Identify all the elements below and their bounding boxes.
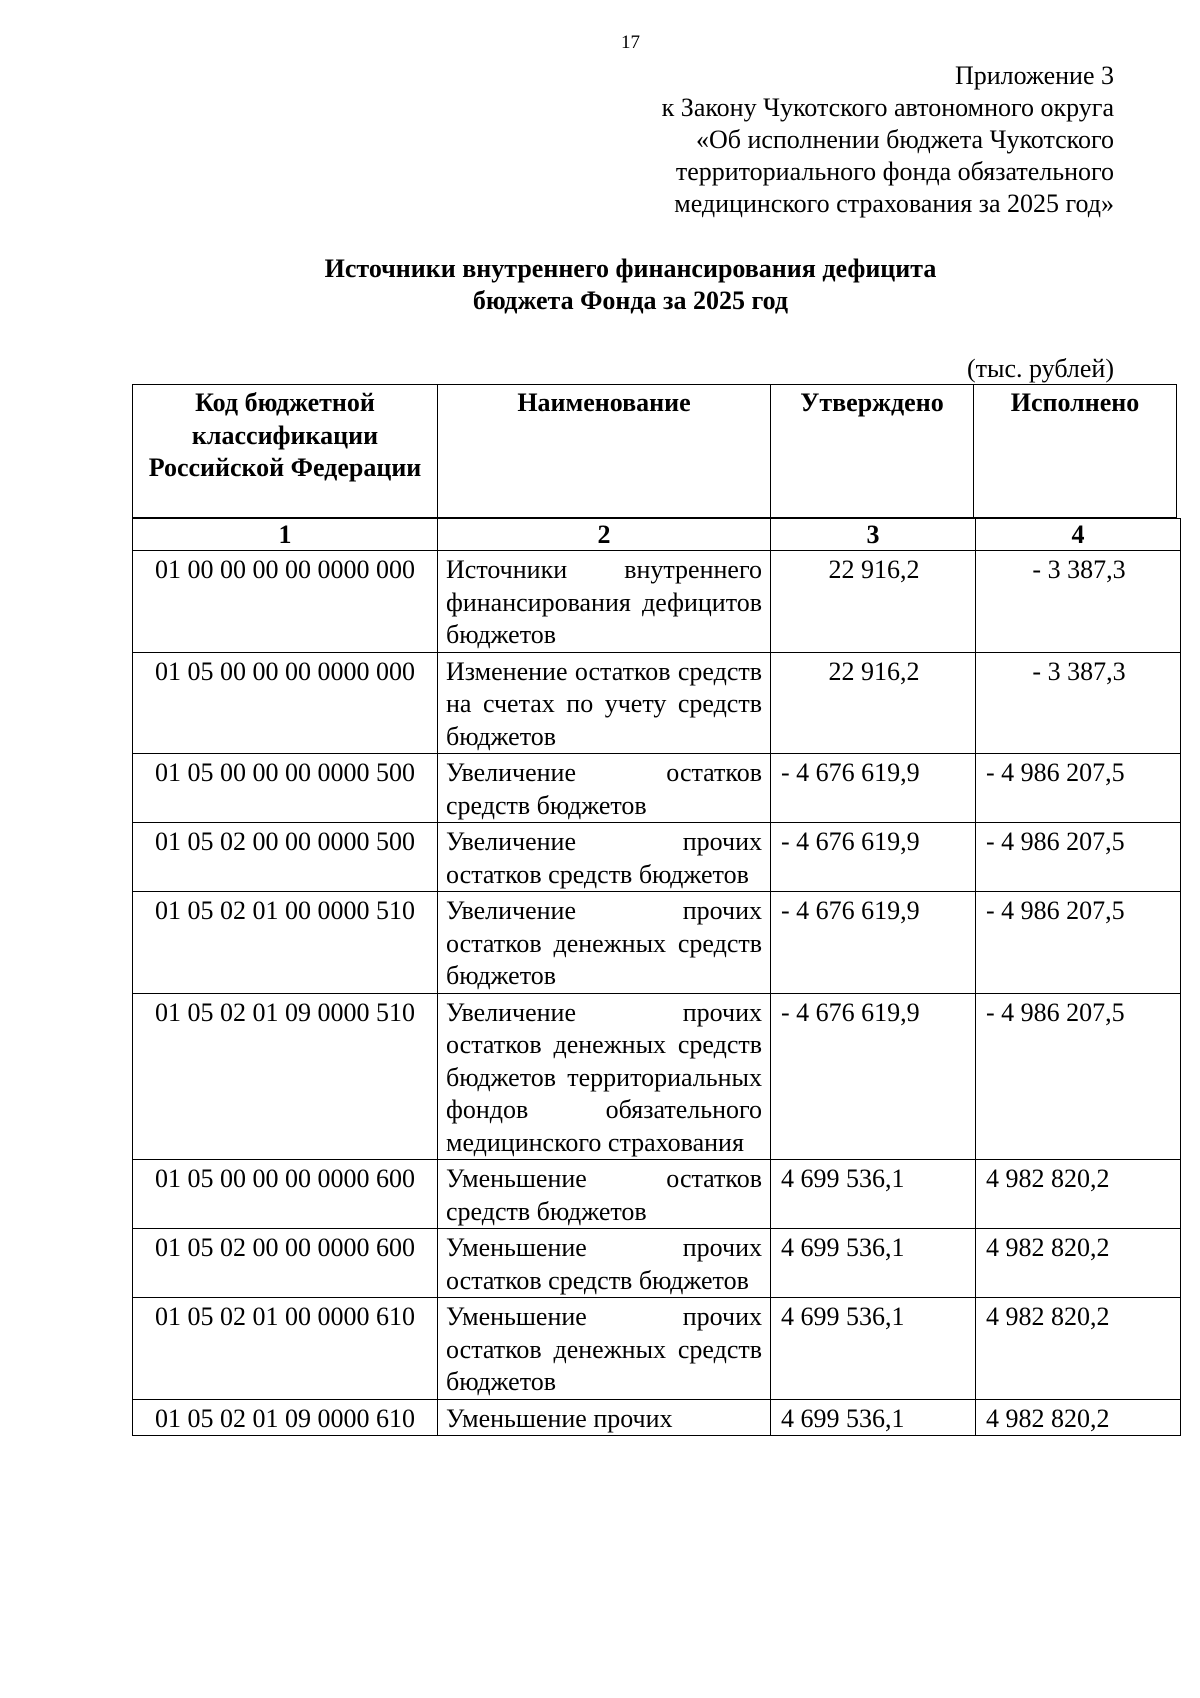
code-cell: 01 05 02 01 00 0000 510 [133,892,438,994]
code-cell: 01 05 02 00 00 0000 500 [133,823,438,892]
appendix-line: к Закону Чукотского автономного округа [661,93,1114,122]
code-cell: 01 05 00 00 00 0000 600 [133,1160,438,1229]
appendix-line: медицинского страхования за 2025 год» [674,189,1114,218]
executed-cell: - 4 986 207,5 [976,892,1181,994]
column-number: 2 [438,519,771,551]
code-cell: 01 00 00 00 00 0000 000 [133,551,438,653]
executed-cell: 4 982 820,2 [976,1298,1181,1400]
executed-cell: - 4 986 207,5 [976,754,1181,823]
appendix-line: Приложение 3 [954,61,1114,90]
table-header [132,384,1177,518]
code-cell: 01 05 02 01 00 0000 610 [133,1298,438,1400]
approved-cell: - 4 676 619,9 [771,823,976,892]
name-cell: Увеличение прочих остатков денежных средств бюджетов [438,892,771,994]
header-executed: Исполнено [974,385,1177,518]
approved-cell: 4 699 536,1 [771,1229,976,1298]
name-cell: Уменьшение прочих остатков средств бюджетов [438,1229,771,1298]
table-row [133,551,1181,653]
approved-cell: - 4 676 619,9 [771,993,976,1160]
appendix-note [662,60,1114,220]
table-row [133,823,1181,892]
name-cell: Изменение остатков средств на счетах по учету средств бюджетов [438,652,771,754]
executed-cell: 4 982 820,2 [976,1229,1181,1298]
appendix-line: территориального фонда обязательного [675,157,1114,186]
table-row [133,1160,1181,1229]
sources-table [132,518,1181,1436]
executed-cell: 4 982 820,2 [976,1160,1181,1229]
executed-cell: - 4 986 207,5 [976,993,1181,1160]
header-code: Код бюджетной классификации Российской Федерации [133,385,438,518]
code-cell: 01 05 02 01 09 0000 610 [133,1399,438,1436]
approved-cell: - 4 676 619,9 [771,754,976,823]
table-row [133,892,1181,994]
code-cell: 01 05 00 00 00 0000 500 [133,754,438,823]
column-number: 4 [976,519,1181,551]
name-cell: Увеличение прочих остатков средств бюджетов [438,823,771,892]
header-approved: Утверждено [771,385,974,518]
title-line-2: бюджета Фонда за 2025 год [472,286,789,315]
name-cell: Уменьшение остатков средств бюджетов [438,1160,771,1229]
name-cell: Уменьшение прочих остатков денежных средств бюджетов [438,1298,771,1400]
approved-cell: 4 699 536,1 [771,1298,976,1400]
code-cell: 01 05 02 00 00 0000 600 [133,1229,438,1298]
name-cell: Уменьшение прочих [438,1399,771,1436]
column-numbers-row [133,519,1181,551]
table-row [133,1298,1181,1400]
header-name: Наименование [438,385,771,518]
header-row [133,385,1177,518]
approved-cell: 4 699 536,1 [771,1160,976,1229]
table-row [133,1229,1181,1298]
approved-cell: 4 699 536,1 [771,1399,976,1436]
executed-cell: - 4 986 207,5 [976,823,1181,892]
appendix-line: «Об исполнении бюджета Чукотского [695,125,1114,154]
executed-cell: - 3 387,3 [976,551,1181,653]
executed-cell: 4 982 820,2 [976,1399,1181,1436]
approved-cell: 22 916,2 [771,652,976,754]
table-row [133,754,1181,823]
name-cell: Увеличение остатков средств бюджетов [438,754,771,823]
title-line-1: Источники внутреннего финансирования дефицита [324,254,937,283]
column-number: 3 [771,519,976,551]
units-note: (тыс. рублей) [966,354,1114,383]
approved-cell: - 4 676 619,9 [771,892,976,994]
page-number: 17 [621,32,640,53]
document-title [0,253,1200,317]
table-row [133,652,1181,754]
table-row [133,993,1181,1160]
code-cell: 01 05 00 00 00 0000 000 [133,652,438,754]
name-cell: Увеличение прочих остатков денежных средств бюджетов территориальных фондов обязательного медицинского страхования [438,993,771,1160]
executed-cell: - 3 387,3 [976,652,1181,754]
code-cell: 01 05 02 01 09 0000 510 [133,993,438,1160]
table-row [133,1399,1181,1436]
approved-cell: 22 916,2 [771,551,976,653]
column-number: 1 [133,519,438,551]
name-cell: Источники внутреннего финансирования дефицитов бюджетов [438,551,771,653]
